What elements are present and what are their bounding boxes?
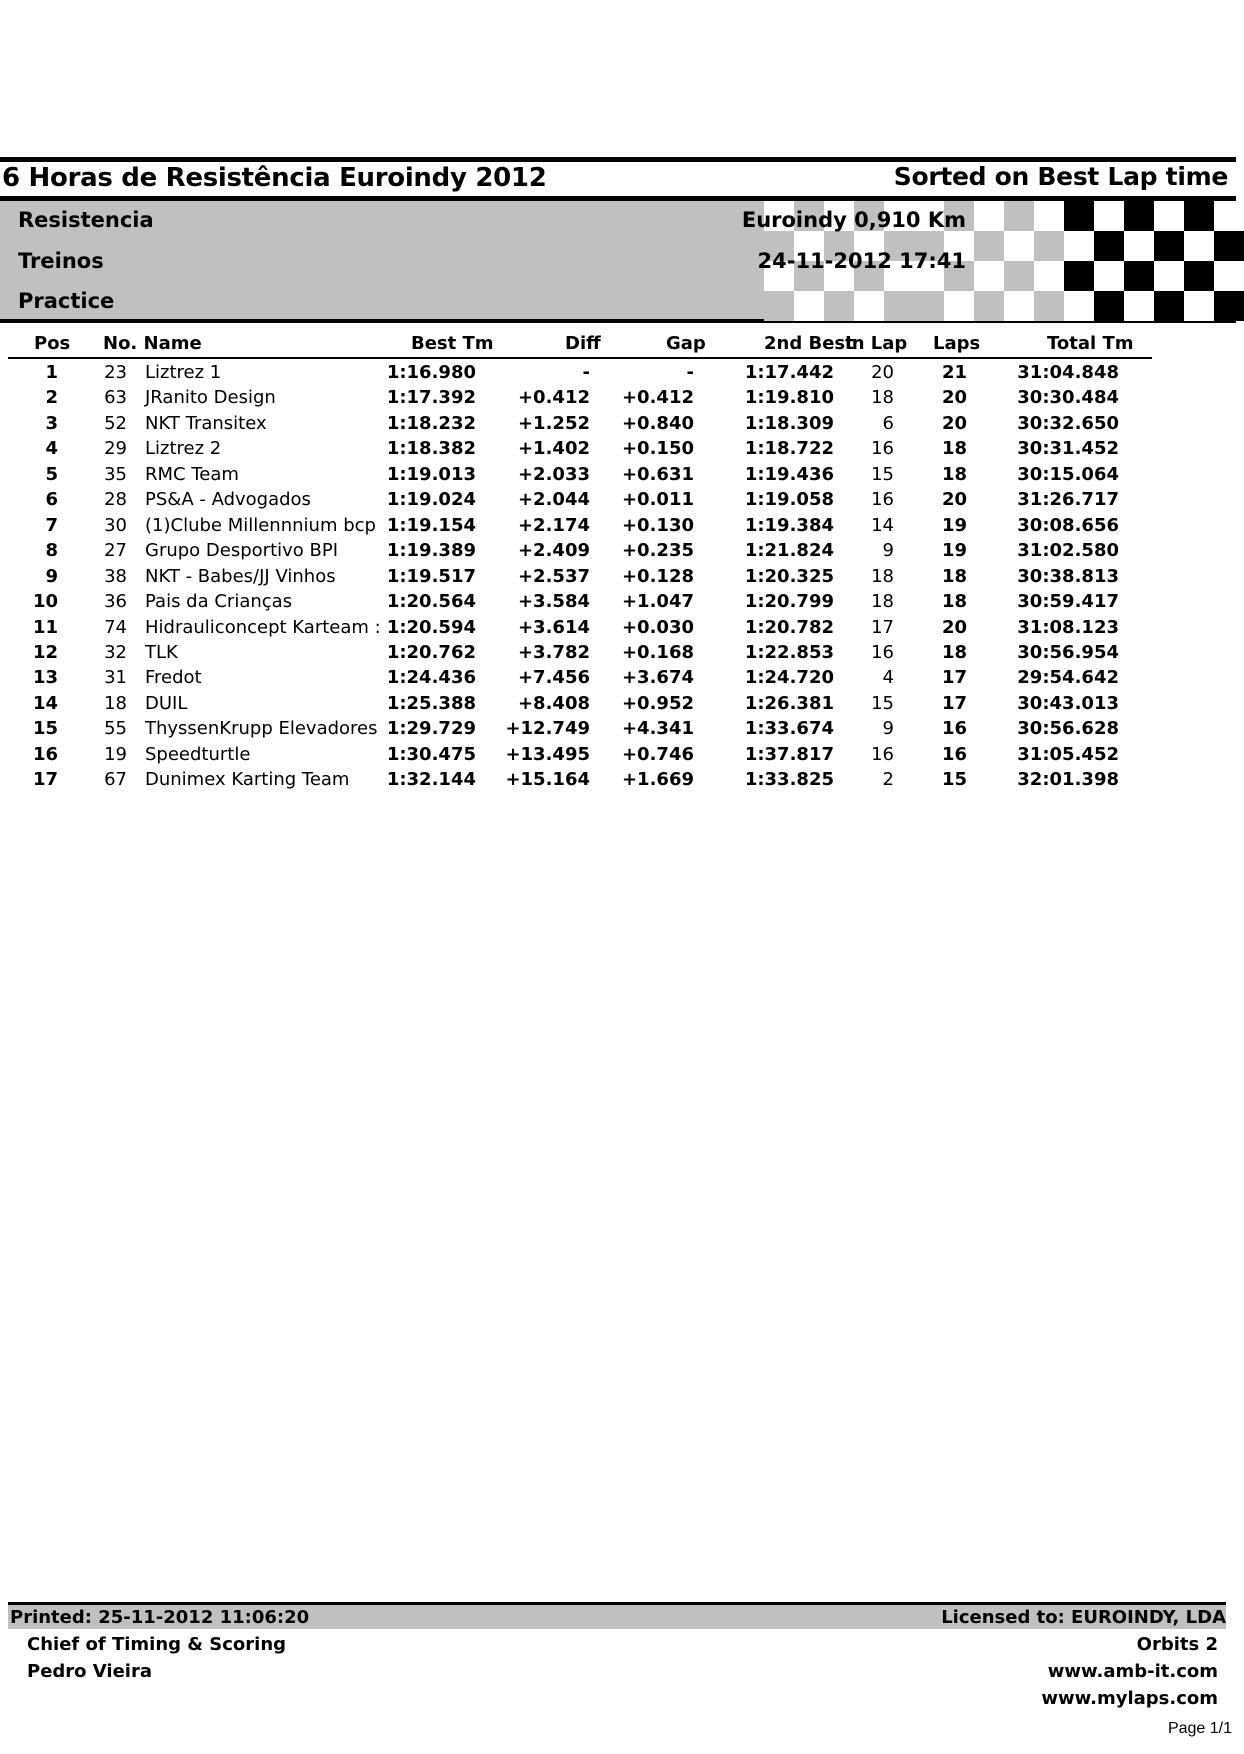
table-row	[0, 769, 1240, 794]
cell-laps: 16	[941, 743, 967, 765]
cell-pos: 3	[45, 412, 58, 434]
cell-name: ThyssenKrupp Elevadores	[145, 718, 378, 740]
cell-in-lap: 14	[871, 514, 894, 536]
cell-second-best: 1:22.853	[744, 641, 834, 663]
cell-in-lap: 20	[871, 362, 894, 383]
cell-total: 31:02.580	[1017, 540, 1119, 562]
cell-gap: +0.130	[621, 514, 694, 536]
table-row	[0, 413, 1240, 438]
cell-name: JRanito Design	[145, 387, 276, 409]
cell-second-best: 1:37.817	[744, 743, 834, 765]
cell-diff: +2.174	[517, 514, 590, 536]
cell-second-best: 1:19.058	[744, 489, 834, 511]
cell-in-lap: 4	[882, 667, 894, 689]
cell-pos: 6	[45, 489, 58, 511]
cell-best: 1:19.389	[386, 540, 476, 562]
license-info: Licensed to: EUROINDY, LDA	[941, 1607, 1226, 1628]
cell-in-lap: 16	[871, 641, 894, 663]
cell-gap: +0.030	[621, 616, 694, 638]
flag-square	[1154, 201, 1184, 231]
flag-square	[1034, 291, 1064, 321]
cell-no: 38	[104, 565, 127, 587]
table-row	[0, 387, 1240, 412]
cell-gap: +1.047	[621, 591, 694, 613]
flag-square	[974, 231, 1004, 261]
cell-gap: +0.840	[621, 412, 694, 434]
cell-gap: +0.952	[621, 692, 694, 714]
table-row	[0, 566, 1240, 591]
cell-second-best: 1:17.442	[744, 362, 834, 383]
cell-second-best: 1:21.824	[744, 540, 834, 562]
flag-square	[1034, 231, 1064, 261]
cell-second-best: 1:19.810	[744, 387, 834, 409]
cell-gap: +4.341	[621, 718, 694, 740]
flag-square	[794, 291, 824, 321]
page-number: Page 1/1	[1167, 1720, 1232, 1737]
cell-laps: 16	[941, 718, 967, 740]
cell-best: 1:19.013	[386, 463, 476, 485]
cell-second-best: 1:26.381	[744, 692, 834, 714]
flag-square	[1034, 261, 1064, 291]
cell-laps: 18	[941, 438, 967, 460]
flag-square	[1184, 231, 1214, 261]
cell-best: 1:17.392	[386, 387, 476, 409]
flag-square	[974, 201, 1004, 231]
cell-best: 1:19.517	[386, 565, 476, 587]
table-row	[0, 438, 1240, 463]
flag-square	[1154, 291, 1184, 321]
cell-in-lap: 16	[871, 438, 894, 460]
flag-square	[764, 291, 794, 321]
cell-laps: 19	[941, 514, 967, 536]
cell-best: 1:30.475	[386, 743, 476, 765]
cell-total: 29:54.642	[1017, 667, 1119, 689]
sort-label: Sorted on Best Lap time	[893, 162, 1228, 191]
table-row	[0, 744, 1240, 769]
cell-name: PS&A - Advogados	[145, 489, 311, 511]
flag-square	[1064, 231, 1094, 261]
cell-best: 1:20.564	[386, 591, 476, 613]
cell-laps: 19	[941, 540, 967, 562]
cell-second-best: 1:19.384	[744, 514, 834, 536]
cell-diff: +1.402	[517, 438, 590, 460]
cell-gap: +1.669	[621, 769, 694, 791]
cell-diff: +0.412	[517, 387, 590, 409]
cell-best: 1:19.154	[386, 514, 476, 536]
cell-second-best: 1:18.309	[744, 412, 834, 434]
cell-pos: 11	[32, 616, 58, 638]
cell-diff: +15.164	[505, 769, 590, 791]
cell-no: 29	[104, 438, 127, 460]
flag-square	[974, 291, 1004, 321]
table-row	[0, 515, 1240, 540]
column-header-best: Best Tm	[411, 333, 494, 354]
cell-diff: +1.252	[517, 412, 590, 434]
cell-second-best: 1:19.436	[744, 463, 834, 485]
page-title: 6 Horas de Resistência Euroindy 2012	[2, 163, 547, 193]
cell-diff: +13.495	[505, 743, 590, 765]
cell-no: 67	[104, 769, 127, 791]
cell-laps: 17	[941, 692, 967, 714]
cell-name: Hidrauliconcept Karteam :	[145, 616, 381, 638]
software-name: Orbits 2	[1136, 1634, 1218, 1655]
cell-gap: +0.631	[621, 463, 694, 485]
flag-square	[1184, 291, 1214, 321]
cell-diff: +3.584	[517, 591, 590, 613]
cell-total: 30:56.628	[1017, 718, 1119, 740]
cell-total: 30:38.813	[1017, 565, 1119, 587]
cell-pos: 5	[45, 463, 58, 485]
cell-total: 32:01.398	[1017, 769, 1119, 791]
flag-square	[914, 291, 944, 321]
table-row	[0, 540, 1240, 565]
cell-name: Liztrez 2	[145, 438, 222, 460]
cell-in-lap: 16	[871, 489, 894, 511]
cell-in-lap: 15	[871, 463, 894, 485]
chief-title: Chief of Timing & Scoring	[27, 1634, 287, 1655]
cell-name: Grupo Desportivo BPI	[145, 540, 339, 562]
cell-second-best: 1:33.825	[744, 769, 834, 791]
cell-name: TLK	[145, 641, 178, 663]
flag-square	[1214, 201, 1244, 231]
flag-square	[1004, 291, 1034, 321]
cell-in-lap: 16	[871, 743, 894, 765]
table-row	[0, 642, 1240, 667]
chief-name: Pedro Vieira	[27, 1661, 152, 1682]
column-header-diff: Diff	[565, 333, 601, 354]
cell-best: 1:20.594	[386, 616, 476, 638]
cell-diff: -	[582, 362, 590, 383]
event-name: Resistencia	[18, 208, 154, 232]
flag-square	[1034, 201, 1064, 231]
cell-gap: +0.011	[621, 489, 694, 511]
table-row	[0, 667, 1240, 692]
cell-laps: 18	[941, 641, 967, 663]
flag-square	[1094, 291, 1124, 321]
column-header-no-name: No. Name	[103, 333, 202, 354]
cell-no: 52	[104, 412, 127, 434]
cell-total: 30:08.656	[1017, 514, 1119, 536]
cell-laps: 21	[941, 362, 967, 383]
flag-square	[1004, 231, 1034, 261]
website-amb: www.amb-it.com	[1047, 1661, 1218, 1682]
cell-second-best: 1:33.674	[744, 718, 834, 740]
cell-diff: +8.408	[517, 692, 590, 714]
cell-in-lap: 9	[882, 718, 894, 740]
flag-square	[944, 291, 974, 321]
flag-square	[1064, 261, 1094, 291]
cell-total: 31:08.123	[1017, 616, 1119, 638]
flag-square	[1154, 231, 1184, 261]
flag-square	[1184, 261, 1214, 291]
cell-no: 55	[104, 718, 127, 740]
cell-no: 74	[104, 616, 127, 638]
flag-square	[884, 291, 914, 321]
flag-square	[974, 261, 1004, 291]
cell-pos: 14	[32, 692, 58, 714]
session-name: Treinos	[18, 249, 104, 273]
cell-best: 1:18.382	[386, 438, 476, 460]
cell-best: 1:20.762	[386, 641, 476, 663]
cell-gap: +0.235	[621, 540, 694, 562]
table-row	[0, 718, 1240, 743]
cell-diff: +2.537	[517, 565, 590, 587]
cell-total: 30:59.417	[1017, 591, 1119, 613]
table-row	[0, 617, 1240, 642]
cell-diff: +2.044	[517, 489, 590, 511]
table-row	[0, 693, 1240, 718]
cell-best: 1:29.729	[386, 718, 476, 740]
flag-square	[1214, 261, 1244, 291]
flag-square	[854, 291, 884, 321]
cell-no: 23	[104, 362, 127, 383]
cell-pos: 2	[45, 387, 58, 409]
cell-gap: +0.150	[621, 438, 694, 460]
cell-no: 19	[104, 743, 127, 765]
cell-name: DUIL	[145, 692, 188, 714]
cell-laps: 18	[941, 565, 967, 587]
cell-gap: -	[686, 362, 694, 383]
cell-total: 30:30.484	[1017, 387, 1119, 409]
flag-square	[1064, 291, 1094, 321]
column-header-second-best: 2nd Best	[764, 333, 854, 354]
cell-in-lap: 15	[871, 692, 894, 714]
cell-total: 30:31.452	[1017, 438, 1119, 460]
cell-no: 18	[104, 692, 127, 714]
cell-laps: 15	[941, 769, 967, 791]
cell-gap: +3.674	[621, 667, 694, 689]
flag-square	[1154, 261, 1184, 291]
cell-laps: 20	[941, 616, 967, 638]
cell-laps: 20	[941, 412, 967, 434]
cell-best: 1:25.388	[386, 692, 476, 714]
cell-in-lap: 18	[871, 565, 894, 587]
cell-second-best: 1:20.782	[744, 616, 834, 638]
table-row	[0, 591, 1240, 616]
cell-name: NKT - Babes/JJ Vinhos	[145, 565, 336, 587]
session-type: Practice	[18, 289, 115, 313]
cell-laps: 20	[941, 387, 967, 409]
flag-square	[1064, 201, 1094, 231]
website-mylaps: www.mylaps.com	[1041, 1688, 1218, 1709]
cell-diff: +2.033	[517, 463, 590, 485]
flag-square	[1214, 291, 1244, 321]
flag-square	[1094, 261, 1124, 291]
cell-name: (1)Clube Millennnium bcp	[145, 514, 376, 536]
cell-name: NKT Transitex	[145, 412, 267, 434]
cell-total: 30:32.650	[1017, 412, 1119, 434]
cell-pos: 17	[32, 769, 58, 791]
cell-diff: +7.456	[517, 667, 590, 689]
cell-gap: +0.412	[621, 387, 694, 409]
table-row	[0, 489, 1240, 514]
cell-second-best: 1:20.799	[744, 591, 834, 613]
cell-in-lap: 17	[871, 616, 894, 638]
session-datetime: 24-11-2012 17:41	[757, 249, 966, 273]
flag-square	[824, 291, 854, 321]
column-header-laps: Laps	[933, 333, 981, 354]
cell-no: 28	[104, 489, 127, 511]
column-header-gap: Gap	[666, 333, 706, 354]
cell-gap: +0.746	[621, 743, 694, 765]
cell-no: 31	[104, 667, 127, 689]
flag-square	[1124, 231, 1154, 261]
cell-laps: 20	[941, 489, 967, 511]
column-header-pos: Pos	[34, 333, 71, 354]
cell-pos: 12	[32, 641, 58, 663]
cell-in-lap: 6	[882, 412, 894, 434]
cell-pos: 9	[45, 565, 58, 587]
cell-diff: +12.749	[505, 718, 590, 740]
flag-square	[1214, 231, 1244, 261]
cell-in-lap: 18	[871, 591, 894, 613]
column-header-in-lap: In Lap	[845, 333, 908, 354]
cell-total: 31:04.848	[1017, 362, 1119, 383]
cell-second-best: 1:18.722	[744, 438, 834, 460]
cell-best: 1:16.980	[386, 362, 476, 383]
flag-square	[1124, 261, 1154, 291]
cell-total: 31:26.717	[1017, 489, 1119, 511]
cell-no: 36	[104, 591, 127, 613]
cell-total: 30:43.013	[1017, 692, 1119, 714]
cell-pos: 7	[45, 514, 58, 536]
cell-no: 35	[104, 463, 127, 485]
cell-diff: +3.782	[517, 641, 590, 663]
cell-diff: +3.614	[517, 616, 590, 638]
cell-total: 31:05.452	[1017, 743, 1119, 765]
flag-square	[1124, 291, 1154, 321]
cell-no: 32	[104, 641, 127, 663]
cell-pos: 1	[45, 362, 58, 383]
cell-total: 30:15.064	[1017, 463, 1119, 485]
cell-pos: 15	[32, 718, 58, 740]
printed-timestamp: Printed: 25-11-2012 11:06:20	[10, 1607, 310, 1628]
cell-pos: 13	[32, 667, 58, 689]
cell-no: 27	[104, 540, 127, 562]
cell-total: 30:56.954	[1017, 641, 1119, 663]
cell-second-best: 1:20.325	[744, 565, 834, 587]
cell-no: 30	[104, 514, 127, 536]
table-row	[0, 362, 1240, 387]
track-info: Euroindy 0,910 Km	[741, 208, 966, 232]
table-row	[0, 464, 1240, 489]
column-header-total: Total Tm	[1047, 333, 1134, 354]
cell-pos: 8	[45, 540, 58, 562]
flag-square	[1004, 261, 1034, 291]
cell-best: 1:19.024	[386, 489, 476, 511]
cell-laps: 17	[941, 667, 967, 689]
cell-pos: 10	[32, 591, 58, 613]
cell-pos: 4	[45, 438, 58, 460]
cell-name: Dunimex Karting Team	[145, 769, 350, 791]
header-rule	[8, 357, 1152, 359]
cell-pos: 16	[32, 743, 58, 765]
cell-in-lap: 2	[882, 769, 894, 791]
cell-laps: 18	[941, 591, 967, 613]
flag-square	[1004, 201, 1034, 231]
cell-best: 1:24.436	[386, 667, 476, 689]
flag-square	[1094, 231, 1124, 261]
cell-name: Fredot	[145, 667, 202, 689]
cell-name: Speedturtle	[145, 743, 251, 765]
cell-gap: +0.128	[621, 565, 694, 587]
cell-best: 1:18.232	[386, 412, 476, 434]
cell-name: RMC Team	[145, 463, 239, 485]
flag-square	[1124, 201, 1154, 231]
flag-square	[1184, 201, 1214, 231]
cell-second-best: 1:24.720	[744, 667, 834, 689]
cell-in-lap: 18	[871, 387, 894, 409]
cell-name: Liztrez 1	[145, 362, 222, 383]
cell-in-lap: 9	[882, 540, 894, 562]
cell-gap: +0.168	[621, 641, 694, 663]
flag-square	[1094, 201, 1124, 231]
cell-name: Pais da Crianças	[145, 591, 293, 613]
cell-no: 63	[104, 387, 127, 409]
cell-diff: +2.409	[517, 540, 590, 562]
cell-best: 1:32.144	[386, 769, 476, 791]
cell-laps: 18	[941, 463, 967, 485]
